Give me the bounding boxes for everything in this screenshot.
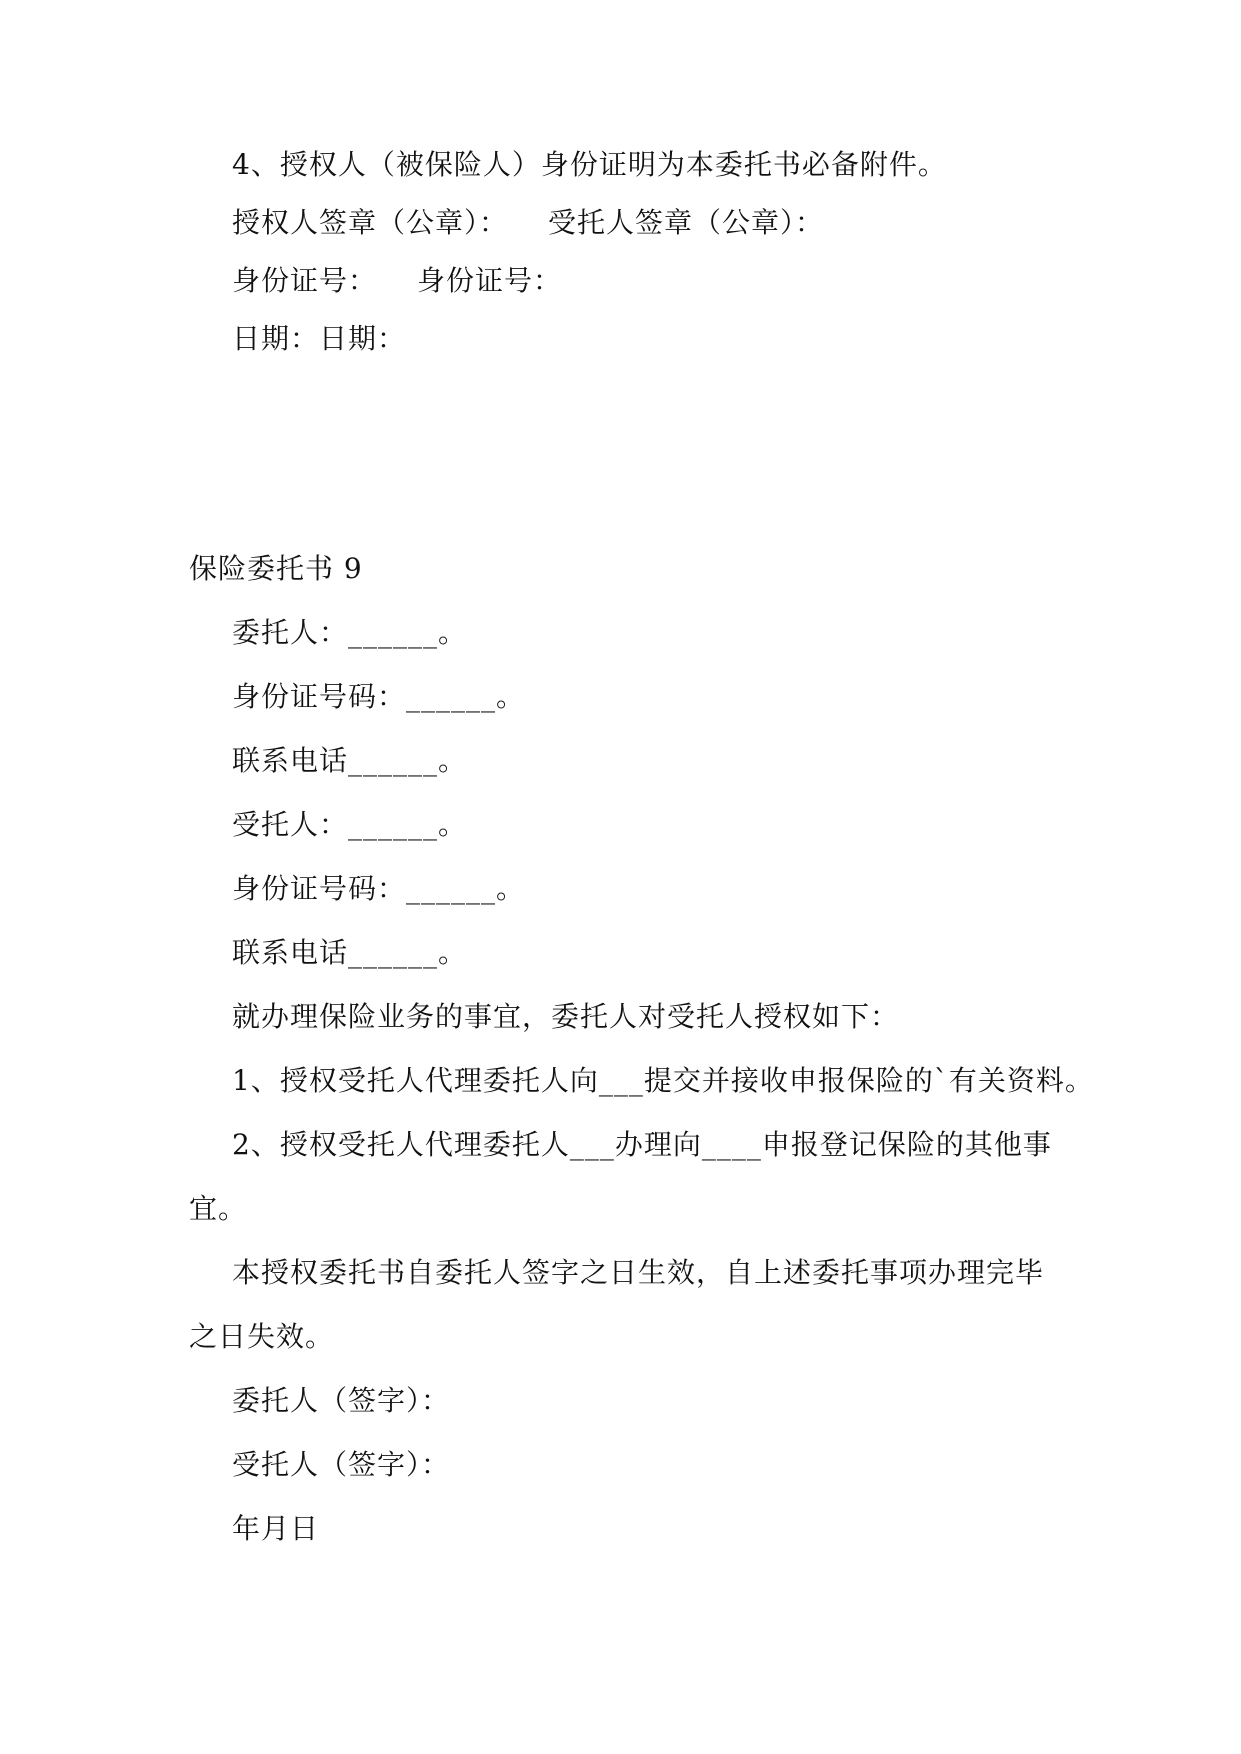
id-row <box>232 264 562 298</box>
validity-line-1: 本授权委托书自委托人签字之日生效，自上述委托事项办理完毕 <box>232 1256 1045 1289</box>
section-title: 保险委托书 9 <box>189 552 363 585</box>
principal-phone-line: 联系电话______。 <box>232 744 468 777</box>
authorization-intro: 就办理保险业务的事宜，委托人对受托人授权如下： <box>232 1000 900 1033</box>
principal-id-line: 身份证号码：______。 <box>232 680 526 713</box>
validity-line-2: 之日失效。 <box>189 1320 335 1353</box>
clause-1: 1、授权受托人代理委托人向___提交并接收申报保险的`有关资料。 <box>232 1064 1094 1097</box>
principal-signature: 委托人（签字）： <box>232 1384 451 1417</box>
agent-id-line: 身份证号码：______。 <box>232 872 526 905</box>
agent-signature: 受托人（签字）： <box>232 1448 451 1481</box>
agent-line: 受托人：______。 <box>232 808 468 841</box>
grantor-id-label: 身份证号： <box>232 264 378 297</box>
date-line: 年月日 <box>232 1512 320 1545</box>
clause-4: 4、授权人（被保险人）身份证明为本委托书必备附件。 <box>232 148 947 181</box>
date-row <box>232 322 406 356</box>
grantee-date-label: 日期： <box>319 322 407 355</box>
grantor-date-label: 日期： <box>232 322 320 355</box>
principal-line: 委托人：______。 <box>232 616 468 649</box>
signature-row <box>232 206 824 240</box>
grantor-seal-label: 授权人签章（公章）： <box>232 206 509 239</box>
grantee-id-label: 身份证号： <box>417 264 563 297</box>
grantee-seal-label: 受托人签章（公章）： <box>548 206 825 239</box>
clause-2-line-2: 宜。 <box>189 1192 248 1225</box>
agent-phone-line: 联系电话______。 <box>232 936 468 969</box>
clause-2-line-1: 2、授权受托人代理委托人___办理向____申报登记保险的其他事 <box>232 1128 1052 1161</box>
